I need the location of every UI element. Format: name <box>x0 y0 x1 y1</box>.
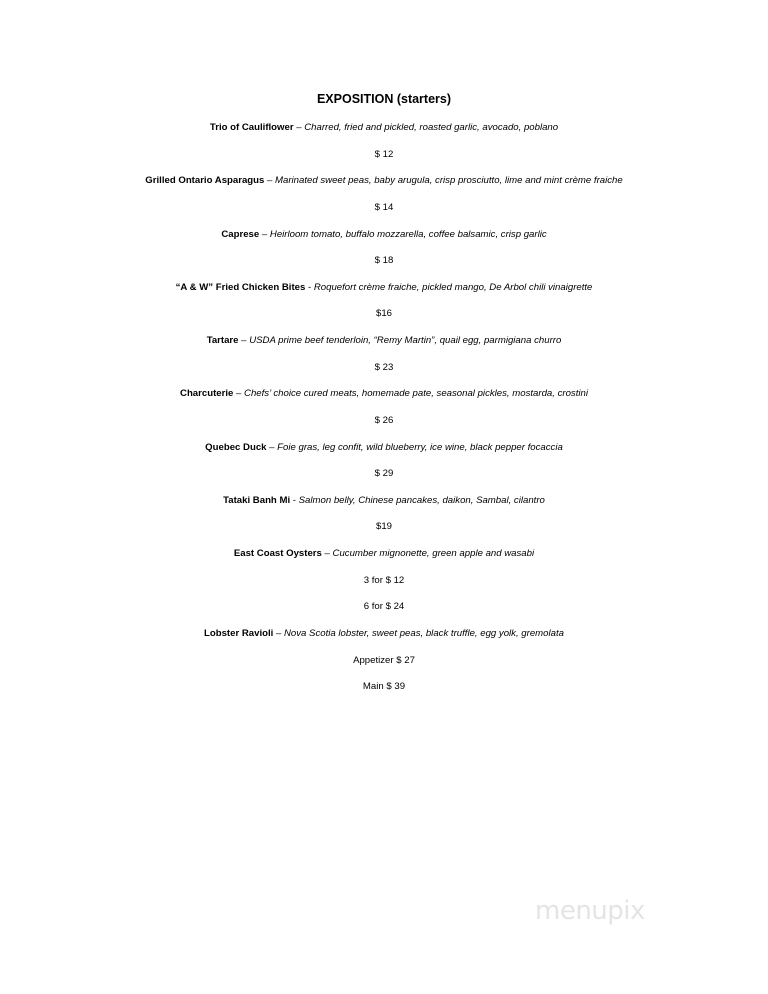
item-price: $ 29 <box>374 468 394 479</box>
item-description: Nova Scotia lobster, sweet peas, black truffle, egg yolk, gremolata <box>284 628 564 639</box>
item-price: $ 23 <box>374 362 394 373</box>
item-price: Appetizer $ 27 <box>353 655 415 666</box>
watermark-logo: menupix <box>535 896 645 926</box>
menu-item <box>0 228 768 241</box>
item-description: Cucumber mignonette, green apple and wasabi <box>332 548 535 559</box>
item-separator: - <box>305 282 314 293</box>
item-description: Marinated sweet peas, baby arugula, crisp prosciutto, lime and mint crème fraiche <box>275 175 623 186</box>
item-separator: – <box>259 229 270 240</box>
item-name: Quebec Duck <box>205 442 267 453</box>
item-description: Salmon belly, Chinese pancakes, daikon, Sambal, cilantro <box>298 495 545 506</box>
item-separator: – <box>238 335 250 346</box>
item-name: Tartare <box>206 335 239 346</box>
item-price: $19 <box>375 521 392 532</box>
menu-item <box>0 494 768 507</box>
item-name: Charcuterie <box>180 388 234 399</box>
item-price: $ 12 <box>374 149 394 160</box>
item-price: 3 for $ 12 <box>363 575 405 586</box>
item-name: Caprese <box>221 229 260 240</box>
item-price: $ 18 <box>374 255 394 266</box>
item-name: Tataki Banh Mi <box>223 495 291 506</box>
section-title: EXPOSITION (starters) <box>316 92 452 106</box>
item-description: Chefs’ choice cured meats, homemade pate, seasonal pickles, mostarda, crostini <box>244 388 588 399</box>
item-name: East Coast Oysters <box>233 548 322 559</box>
menu-item <box>0 121 768 134</box>
item-description: USDA prime beef tenderloin, “Remy Martin”, quail egg, parmigiana churro <box>249 335 562 346</box>
menu-item <box>0 441 768 454</box>
item-separator: – <box>273 628 284 639</box>
item-name: Grilled Ontario Asparagus <box>145 175 265 186</box>
item-price: $16 <box>375 308 392 319</box>
menu-item <box>0 174 768 187</box>
menu-item <box>0 281 768 294</box>
menu-item <box>0 387 768 400</box>
item-separator: - <box>290 495 299 506</box>
item-price: 6 for $ 24 <box>363 601 405 612</box>
item-name: “A & W” Fried Chicken Bites <box>175 282 306 293</box>
item-name: Lobster Ravioli <box>204 628 274 639</box>
menu-item <box>0 627 768 640</box>
item-description: Charred, fried and pickled, roasted garlic, avocado, poblano <box>304 122 559 133</box>
item-separator: – <box>321 548 333 559</box>
item-separator: – <box>233 388 245 399</box>
menu-item <box>0 334 768 347</box>
item-description: Roquefort crème fraiche, pickled mango, De Arbol chili vinaigrette <box>313 282 593 293</box>
item-name: Trio of Cauliflower <box>209 122 294 133</box>
item-price: $ 26 <box>374 415 394 426</box>
item-separator: – <box>293 122 305 133</box>
item-separator: – <box>266 442 278 453</box>
item-description: Heirloom tomato, buffalo mozzarella, coffee balsamic, crisp garlic <box>269 229 547 240</box>
item-price: Main $ 39 <box>362 681 406 692</box>
item-separator: – <box>264 175 276 186</box>
item-price: $ 14 <box>374 202 394 213</box>
item-description: Foie gras, leg confit, wild blueberry, ice wine, black pepper focaccia <box>277 442 563 453</box>
menu-item <box>0 547 768 560</box>
